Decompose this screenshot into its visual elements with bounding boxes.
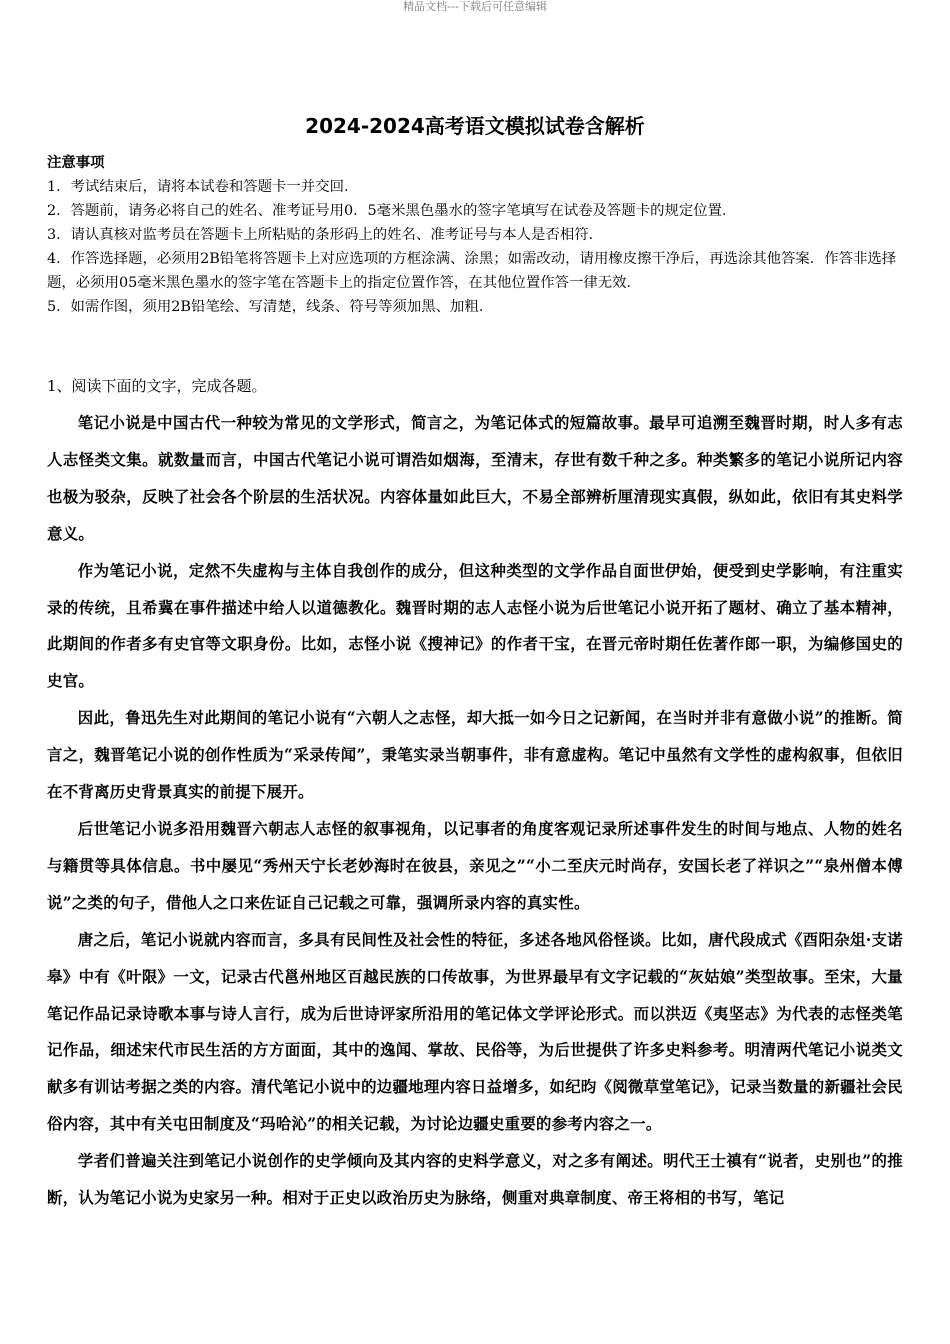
page-header-note: 精品文档---下载后可任意编辑 <box>403 0 547 13</box>
notice-item: 4．作答选择题，必须用2B铅笔将答题卡上对应选项的方框涂满、涂黑；如需改动，请用橡皮擦干净后，再选涂其他答案．作答非选择题，必须用05毫米黑色墨水的签字笔在答题卡上的指定位置作答，在其他位置作答一律无效． <box>47 251 897 291</box>
passage-paragraph: 后世笔记小说多沿用魏晋六朝志人志怪的叙事视角，以记事者的角度客观记录所述事件发生的时间与地点、人物的姓名与籍贯等具体信息。书中屡见“秀州天宁长老妙海时在彼县，亲见之”“小二至庆元时尚存，安国长老了祥识之”“泉州僧本傅说”之类的句子，借他人之口来佐证自己记载之可靠，强调所录内容的真实性。 <box>47 819 903 912</box>
passage-paragraph: 唐之后，笔记小说就内容而言，多具有民间性及社会性的特征，多述各地风俗怪谈。比如，唐代段成式《酉阳杂俎·支诺皋》中有《叶限》一文，记录古代邕州地区百越民族的口传故事，为世界最早有文字记载的“灰姑娘”类型故事。至宋，大量笔记作品记录诗歌本事与诗人言行，成为后世诗评家所沿用的笔记体文学评论形式。而以洪迈《夷坚志》为代表的志怪类笔记作品，细述宋代市民生活的方方面面，其中的逸闻、掌故、民俗等，为后世提供了许多史料参考。明清两代笔记小说类文献多有训诂考据之类的内容。清代笔记小说中的边疆地理内容日益增多，如纪昀《阅微草堂笔记》，记录当数量的新疆社会民俗内容，其中有关屯田制度及“玛哈沁”的相关记载，为讨论边疆史重要的参考内容之一。 <box>47 930 903 1134</box>
notice-item: 3．请认真核对监考员在答题卡上所粘贴的条形码上的姓名、准考证号与本人是否相符． <box>47 227 604 243</box>
passage-paragraph: 笔记小说是中国古代一种较为常见的文学形式，简言之，为笔记体式的短篇故事。最早可追溯至魏晋时期，时人多有志人志怪类文集。就数量而言，中国古代笔记小说可谓浩如烟海，至清末，存世有数千种之多。种类繁多的笔记小说所记内容也极为驳杂，反映了社会各个阶层的生活状况。内容体量如此巨大，不易全部辨析厘清现实真假，纵如此，依旧有其史料学意义。 <box>47 414 903 543</box>
question-section <box>47 374 903 398</box>
notice-heading: 注意事项 <box>47 154 105 171</box>
passage-paragraph: 因此，鲁迅先生对此期间的笔记小说有“六朝人之志怪，却大抵一如今日之记新闻，在当时并非有意做小说”的推断。简言之，魏晋笔记小说的创作性质为“采录传闻”，秉笔实录当朝事件，非有意虚构。笔记中虽然有文学性的虚构叙事，但依旧在不背离历史背景真实的前提下展开。 <box>47 709 903 802</box>
passage-paragraph: 学者们普遍关注到笔记小说创作的史学倾向及其内容的史料学意义，对之多有阐述。明代王士禛有“说者，史别也”的推断，认为笔记小说为史家另一种。相对于正史以政治历史为脉络，侧重对典章制度、帝王将相的书写，笔记 <box>47 1152 903 1208</box>
passage-paragraph: 作为笔记小说，定然不失虚构与主体自我创作的成分，但这种类型的文学作品自面世伊始，便受到史学影响，有注重实录的传统，且希冀在事件描述中给人以道德教化。魏晋时期的志人志怪小说为后世笔记小说开拓了题材、确立了基本精神，此期间的作者多有史官等文职身份。比如，志怪小说《搜神记》的作者干宝，在晋元帝时期任佐著作郎一职，为编修国史的史官。 <box>47 561 903 691</box>
notice-item: 2．答题前，请务必将自己的姓名、准考证号用0．5毫米黑色墨水的签字笔填写在试卷及答题卡的规定位置． <box>47 203 737 219</box>
reading-passage <box>47 405 903 1217</box>
notice-item: 5．如需作图，须用2B铅笔绘、写清楚，线条、符号等须加黑、加粗． <box>47 299 494 315</box>
page-title: 2024-2024高考语文模拟试卷含解析 <box>305 114 645 138</box>
question-prompt: 1、阅读下面的文字，完成各题。 <box>47 377 267 395</box>
notice-item: 1．考试结束后，请将本试卷和答题卡一并交回． <box>47 179 359 195</box>
notice-section <box>47 151 903 319</box>
